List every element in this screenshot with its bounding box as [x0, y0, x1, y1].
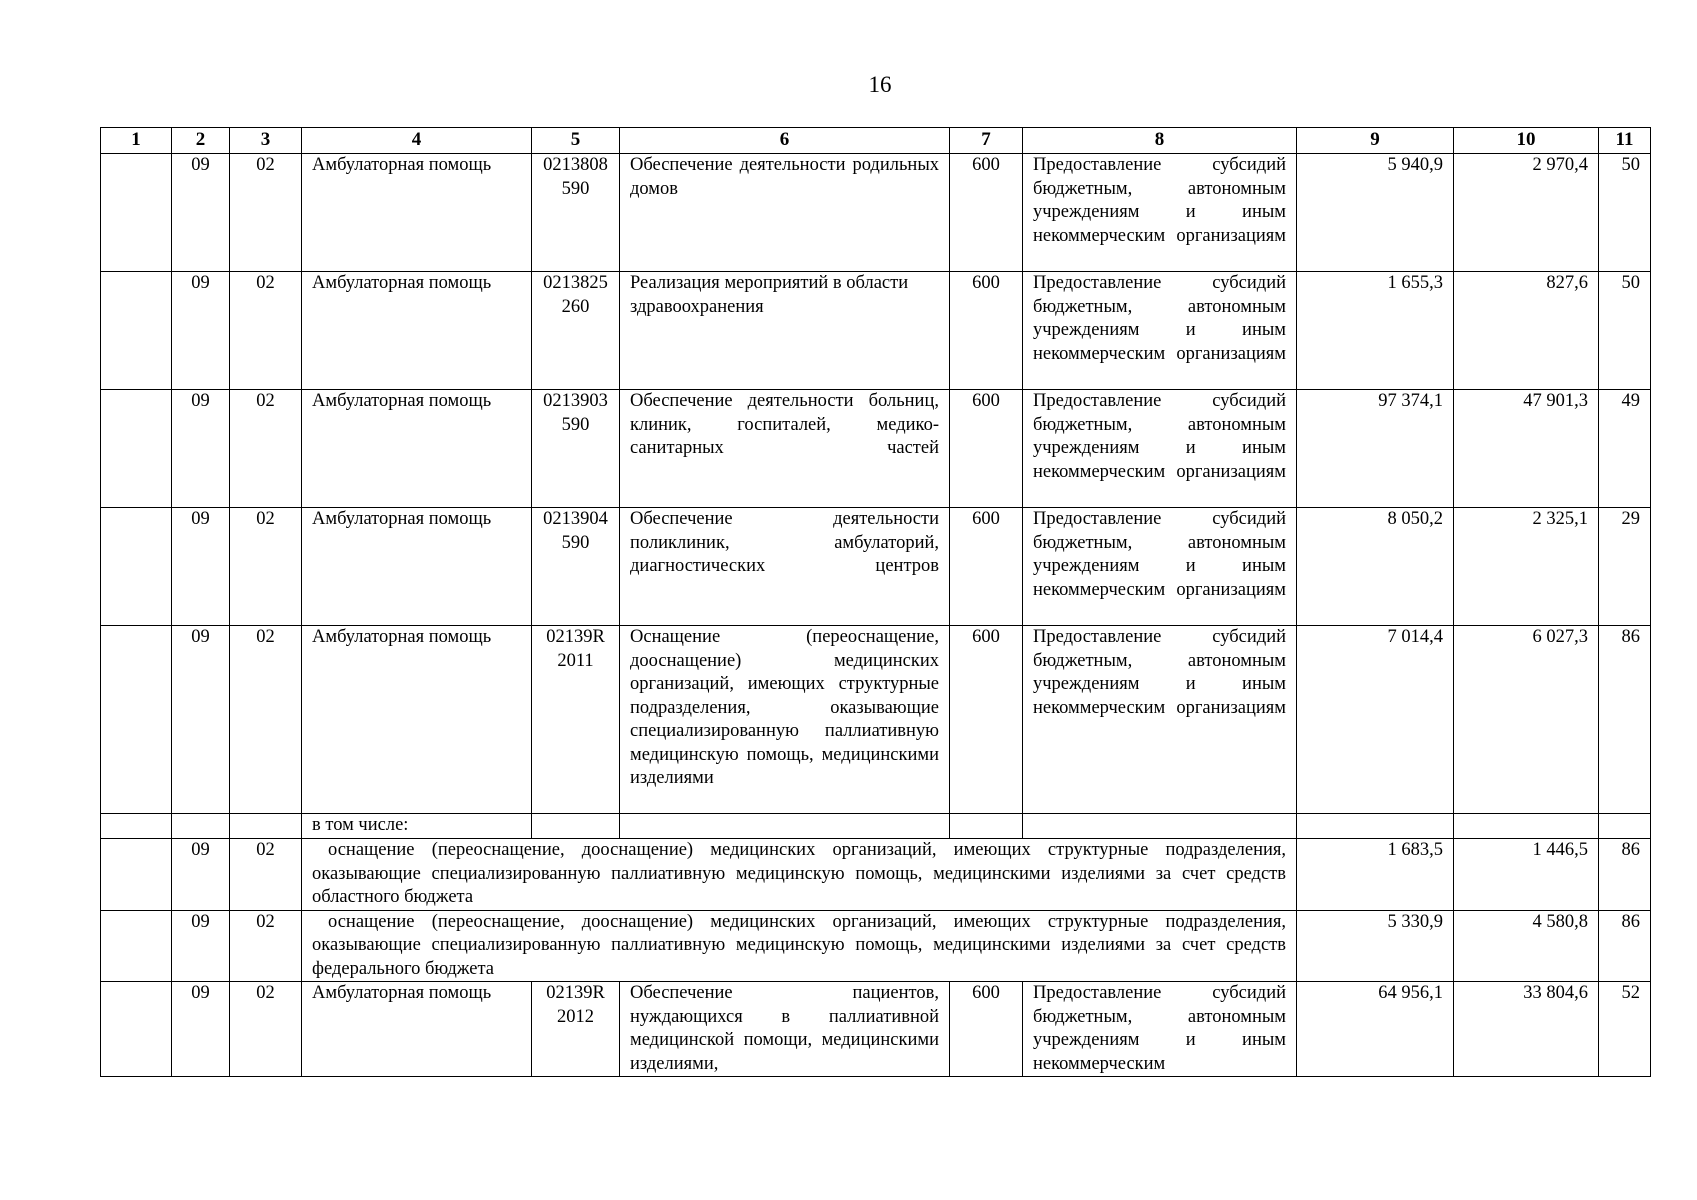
- cell-subsection: 02: [230, 910, 302, 982]
- header-row: [101, 128, 1651, 154]
- cell-name: Амбулаторная помощь: [302, 508, 532, 626]
- cell-subsection: 02: [230, 154, 302, 272]
- cell-col-1: [101, 272, 172, 390]
- header-col-8: 8: [1023, 128, 1297, 154]
- header-col-2: 2: [172, 128, 230, 154]
- cell-plan: 7 014,4: [1297, 626, 1454, 814]
- cell-name: Амбулаторная помощь: [302, 390, 532, 508]
- header-col-1: 1: [101, 128, 172, 154]
- header-col-11: 11: [1599, 128, 1651, 154]
- cell-subsection: 02: [230, 390, 302, 508]
- header-col-9: 9: [1297, 128, 1454, 154]
- table-row: [101, 982, 1651, 1077]
- sub-row: [101, 839, 1651, 911]
- table-row: [101, 508, 1651, 626]
- header-col-5: 5: [532, 128, 620, 154]
- table-row: [101, 272, 1651, 390]
- cell-plan: 64 956,1: [1297, 982, 1454, 1077]
- cell-target-code: 0213808590: [532, 154, 620, 272]
- cell-plan: 8 050,2: [1297, 508, 1454, 626]
- cell-section: 09: [172, 839, 230, 911]
- cell-percent: 29: [1599, 508, 1651, 626]
- cell-plan: 1 655,3: [1297, 272, 1454, 390]
- table-row: [101, 390, 1651, 508]
- cell-percent: 86: [1599, 839, 1651, 911]
- cell-description: Реализация мероприятий в области здравоохранения: [620, 272, 950, 390]
- cell-target-code: 0213904590: [532, 508, 620, 626]
- cell-expense-name: Предоставление субсидий бюджетным, автономным учреждениям и иным некоммерческим организациям: [1023, 508, 1297, 626]
- cell-actual: 6 027,3: [1454, 626, 1599, 814]
- cell-col-1: [101, 910, 172, 982]
- cell-percent: 49: [1599, 390, 1651, 508]
- cell-section: 09: [172, 508, 230, 626]
- cell-expense-name: Предоставление субсидий бюджетным, автономным учреждениям и иным некоммерческим: [1023, 982, 1297, 1077]
- cell-target-code: 0213903590: [532, 390, 620, 508]
- header-col-4: 4: [302, 128, 532, 154]
- cell-percent: 50: [1599, 272, 1651, 390]
- cell-plan: 5 940,9: [1297, 154, 1454, 272]
- cell-expense-name: Предоставление субсидий бюджетным, автономным учреждениям и иным некоммерческим организациям: [1023, 626, 1297, 814]
- cell-plan: 5 330,9: [1297, 910, 1454, 982]
- cell-col-1: [101, 390, 172, 508]
- table-row: [101, 626, 1651, 814]
- cell-section: 09: [172, 154, 230, 272]
- cell-col-1: [101, 154, 172, 272]
- cell-actual: 1 446,5: [1454, 839, 1599, 911]
- including-row: [101, 814, 1651, 839]
- page-number: 16: [868, 72, 892, 97]
- cell-name: Амбулаторная помощь: [302, 626, 532, 814]
- header-col-6: 6: [620, 128, 950, 154]
- cell-target-code: 02139R2012: [532, 982, 620, 1077]
- cell-section: 09: [172, 910, 230, 982]
- cell-subsection: 02: [230, 982, 302, 1077]
- sub-description-text: оснащение (переоснащение, дооснащение) медицинских организаций, имеющих структурные подразделения, оказывающие специализированную паллиативную медицинскую помощь, медицинскими изделиями за счет средств федерального бюджета: [312, 911, 1286, 979]
- cell-target-code: 0213825260: [532, 272, 620, 390]
- cell-actual: 827,6: [1454, 272, 1599, 390]
- cell-subsection: 02: [230, 626, 302, 814]
- cell-percent: 52: [1599, 982, 1651, 1077]
- cell-plan: 1 683,5: [1297, 839, 1454, 911]
- cell-actual: 2 325,1: [1454, 508, 1599, 626]
- cell-subsection: 02: [230, 839, 302, 911]
- cell-description: Обеспечение деятельности больниц, клиник, госпиталей, медико-санитарных частей: [620, 390, 950, 508]
- cell-name: Амбулаторная помощь: [302, 154, 532, 272]
- cell-description: Обеспечение пациентов, нуждающихся в паллиативной медицинской помощи, медицинскими изделиями,: [620, 982, 950, 1077]
- cell-expense-type: 600: [950, 154, 1023, 272]
- cell-percent: 50: [1599, 154, 1651, 272]
- cell-description: Обеспечение деятельности поликлиник, амбулаторий, диагностических центров: [620, 508, 950, 626]
- header-col-3: 3: [230, 128, 302, 154]
- header-col-10: 10: [1454, 128, 1599, 154]
- cell-percent: 86: [1599, 910, 1651, 982]
- cell-expense-type: 600: [950, 390, 1023, 508]
- cell-section: 09: [172, 982, 230, 1077]
- cell-actual: 47 901,3: [1454, 390, 1599, 508]
- cell-section: 09: [172, 272, 230, 390]
- sub-row: [101, 910, 1651, 982]
- including-label: в том числе:: [302, 814, 532, 839]
- cell-sub-description: [302, 839, 1297, 911]
- cell-target-code: 02139R2011: [532, 626, 620, 814]
- header-col-7: 7: [950, 128, 1023, 154]
- cell-description: Оснащение (переоснащение, дооснащение) медицинских организаций, имеющих структурные подразделения, оказывающие специализированную паллиативную медицинскую помощь, медицинскими изделиями: [620, 626, 950, 814]
- cell-expense-name: Предоставление субсидий бюджетным, автономным учреждениям и иным некоммерческим организациям: [1023, 154, 1297, 272]
- cell-name: Амбулаторная помощь: [302, 982, 532, 1077]
- cell-col-1: [101, 626, 172, 814]
- sub-description-text: оснащение (переоснащение, дооснащение) медицинских организаций, имеющих структурные подразделения, оказывающие специализированную паллиативную медицинскую помощь, медицинскими изделиями за счет средств областного бюджета: [312, 840, 1286, 907]
- cell-section: 09: [172, 626, 230, 814]
- cell-name: Амбулаторная помощь: [302, 272, 532, 390]
- cell-subsection: 02: [230, 272, 302, 390]
- cell-expense-name: Предоставление субсидий бюджетным, автономным учреждениям и иным некоммерческим организациям: [1023, 390, 1297, 508]
- table-row: [101, 154, 1651, 272]
- cell-expense-type: 600: [950, 626, 1023, 814]
- cell-expense-name: Предоставление субсидий бюджетным, автономным учреждениям и иным некоммерческим организациям: [1023, 272, 1297, 390]
- budget-table: [100, 127, 1651, 1077]
- cell-expense-type: 600: [950, 272, 1023, 390]
- cell-actual: 2 970,4: [1454, 154, 1599, 272]
- cell-col-1: [101, 982, 172, 1077]
- cell-plan: 97 374,1: [1297, 390, 1454, 508]
- cell-expense-type: 600: [950, 982, 1023, 1077]
- cell-col-1: [101, 839, 172, 911]
- cell-actual: 4 580,8: [1454, 910, 1599, 982]
- cell-description: Обеспечение деятельности родильных домов: [620, 154, 950, 272]
- cell-subsection: 02: [230, 508, 302, 626]
- cell-sub-description: [302, 910, 1297, 982]
- cell-percent: 86: [1599, 626, 1651, 814]
- cell-expense-type: 600: [950, 508, 1023, 626]
- cell-section: 09: [172, 390, 230, 508]
- cell-actual: 33 804,6: [1454, 982, 1599, 1077]
- cell-col-1: [101, 508, 172, 626]
